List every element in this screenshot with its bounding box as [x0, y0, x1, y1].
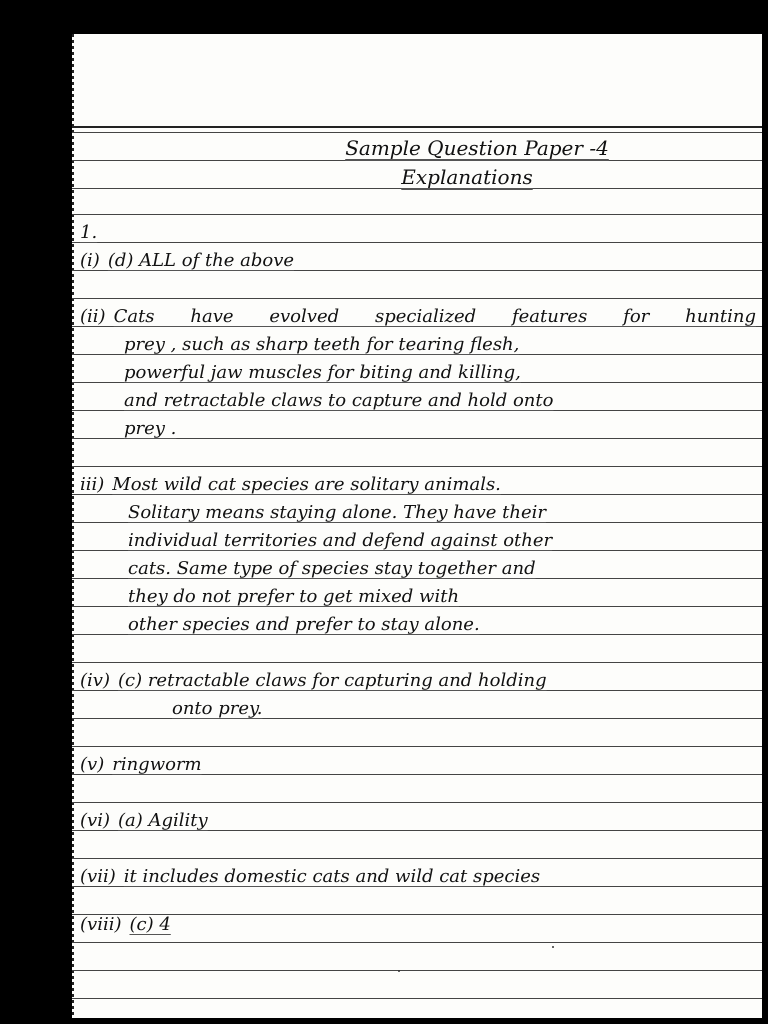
answer-vi: [80, 810, 756, 832]
ruled-line: [72, 858, 762, 859]
answer-line: (c) retractable claws for capturing and holding: [117, 670, 547, 691]
page-subtitle: Explanations: [401, 165, 533, 189]
ruled-line: [72, 214, 762, 215]
answer-label: (vi): [80, 810, 110, 831]
answer-i: [80, 250, 756, 272]
answer-line: ringworm: [112, 754, 202, 775]
page-title: Sample Question Paper -4: [345, 136, 609, 160]
question-number: 1.: [80, 222, 98, 243]
answer-label: (viii): [80, 914, 122, 935]
ruled-line: [72, 466, 762, 467]
ruled-line: [72, 746, 762, 747]
ruled-line: [72, 662, 762, 663]
answer-ii-line-5: prey .: [124, 418, 177, 439]
ruled-line: [72, 970, 762, 971]
answer-iv-line-1: [80, 670, 756, 692]
answer-viii: [80, 914, 756, 936]
answer-iii-line-3: individual territories and defend against other: [128, 530, 553, 551]
scan-speck: [398, 970, 400, 972]
ruled-line: [72, 132, 762, 133]
answer-iii-line-5: they do not prefer to get mixed with: [128, 586, 460, 607]
answer-vii: [80, 866, 756, 888]
ruled-line: [72, 126, 762, 128]
answer-line: Most wild cat species are solitary animals.: [112, 474, 501, 495]
ruled-line: [72, 160, 762, 161]
ruled-line: [72, 298, 762, 299]
answer-label: (vii): [80, 866, 116, 887]
answer-line: Cats have evolved specialized features for hunting: [113, 306, 756, 327]
answer-line: (d) ALL of the above: [107, 250, 295, 271]
answer-iii-line-2: Solitary means staying alone. They have their: [128, 502, 546, 523]
answer-label: (iv): [80, 670, 110, 691]
ruled-line: [72, 802, 762, 803]
answer-iii-line-1: [80, 474, 756, 496]
answer-ii-line-2: prey , such as sharp teeth for tearing flesh,: [124, 334, 520, 355]
ruled-line: [72, 942, 762, 943]
answer-iv-line-2: onto prey.: [172, 698, 263, 719]
answer-ii-line-1: [80, 306, 756, 328]
answer-line: it includes domestic cats and wild cat species: [123, 866, 541, 887]
answer-iii-line-4: cats. Same type of species stay together and: [128, 558, 536, 579]
answer-line: (c) 4: [129, 914, 171, 935]
answer-line: (a) Agility: [117, 810, 208, 831]
scan-speck: [552, 946, 554, 948]
answer-label: (ii): [80, 306, 106, 327]
answer-label: iii): [80, 474, 105, 495]
answer-label: (i): [80, 250, 100, 271]
ruled-line: [72, 998, 762, 999]
answer-ii-line-4: and retractable claws to capture and hold onto: [124, 390, 554, 411]
handwritten-answer-sheet: [72, 34, 762, 1018]
answer-label: (v): [80, 754, 105, 775]
answer-ii-line-3: powerful jaw muscles for biting and killing,: [124, 362, 521, 383]
answer-v: [80, 754, 756, 776]
answer-iii-line-6: other species and prefer to stay alone.: [128, 614, 480, 635]
